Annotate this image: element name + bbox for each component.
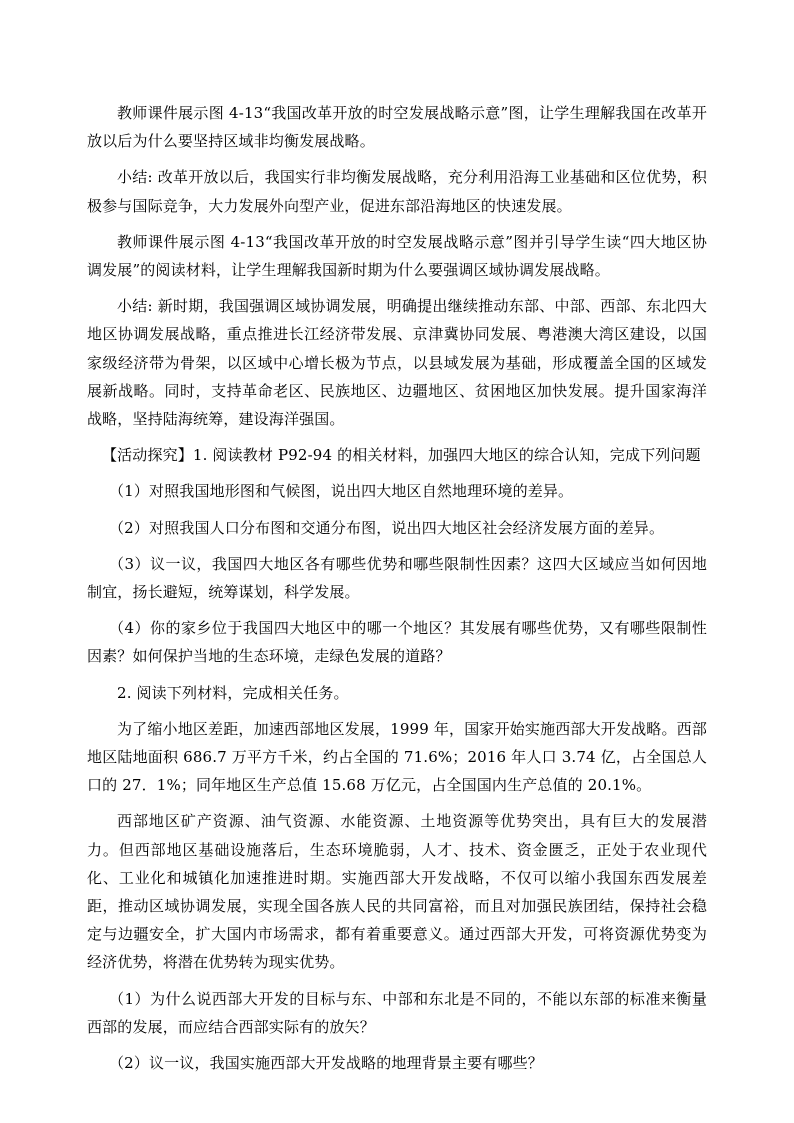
paragraph-material-1: 为了缩小地区差距，加速西部地区发展，1999 年，国家开始实施西部大开发战略。西部地区陆地面积 686.7 万平方千米，约占全国的 71.6%；2016 年人口 3.74 亿，占全国总人口的 27．1%；同年地区生产总值 15.68 万亿元，占全国国内生产总值的 20.1%。	[87, 719, 707, 795]
task-question-2: （2）议一议，我国实施西部大开发战略的地理背景主要有哪些？	[109, 1054, 543, 1073]
paragraph-teacher-courseware-2: 教师课件展示图 4-13“我国改革开放的时空发展战略示意”图并引导学生读“四大地区协调发展”的阅读材料，让学生理解我国新时期为什么要强调区域协调发展战略。	[87, 232, 707, 280]
task-question-1: （1）为什么说西部大开发的目标与东、中部和东北是不同的，不能以东部的标准来衡量西部的发展，而应结合西部实际有的放矢？	[87, 989, 707, 1036]
document-body	[87, 99, 707, 1085]
paragraph-summary-1: 小结: 改革开放以后，我国实行非均衡发展战略，充分利用沿海工业基础和区位优势，积极参与国际竞争，大力发展外向型产业，促进东部沿海地区的快速发展。	[87, 168, 707, 215]
paragraph-teacher-courseware-1: 教师课件展示图 4-13“我国改革开放的时空发展战略示意”图，让学生理解我国在改革开放以后为什么要坚持区域非均衡发展战略。	[87, 104, 707, 151]
paragraph-task-2-heading: 2. 阅读下列材料，完成相关任务。	[117, 683, 349, 702]
paragraph-summary-2: 小结: 新时期，我国强调区域协调发展，明确提出继续推动东部、中部、西部、东北四大地区协调发展战略，重点推进长江经济带发展、京津冀协同发展、粤港澳大湾区建设，以国家级经济带为骨架，以区域中心增长极为节点，以县域发展为基础，形成覆盖全国的区域发展新战略。同时，支持革命老区、民族地区、边疆地区、贫困地区加快发展。提升国家海洋战略，坚持陆海统筹，建设海洋强国。	[87, 297, 707, 429]
question-item-2: （2）对照我国人口分布图和交通分布图，说出四大地区社会经济发展方面的差异。	[109, 518, 665, 537]
paragraph-activity-heading: 【活动探究】1. 阅读教材 P92-94 的相关材料，加强四大地区的综合认知，完成下列问题	[102, 446, 701, 465]
paragraph-material-2: 西部地区矿产资源、油气资源、水能资源、土地资源等优势突出，具有巨大的发展潜力。但西部地区基础设施落后，生态环境脆弱，人才、技术、资金匮乏，正处于农业现代化、工业化和城镇化加速推进时期。实施西部大开发战略，不仅可以缩小我国东西发展差距，推动区域协调发展，实现全国各族人民的共同富裕，而且对加强民族团结，保持社会稳定与边疆安全，扩大国内市场需求，都有着重要意义。通过西部大开发，可将资源优势变为经济优势，将潜在优势转为现实优势。	[87, 812, 707, 972]
question-item-1: （1）对照我国地形图和气候图，说出四大地区自然地理环境的差异。	[109, 482, 574, 501]
question-item-4: （4）你的家乡位于我国四大地区中的哪一个地区？其发展有哪些优势，又有哪些限制性因素？如何保护当地的生态环境，走绿色发展的道路？	[87, 619, 707, 666]
question-item-3: （3）议一议，我国四大地区各有哪些优势和哪些限制性因素？这四大区域应当如何因地制宜，扬长避短，统筹谋划，科学发展。	[87, 554, 707, 602]
